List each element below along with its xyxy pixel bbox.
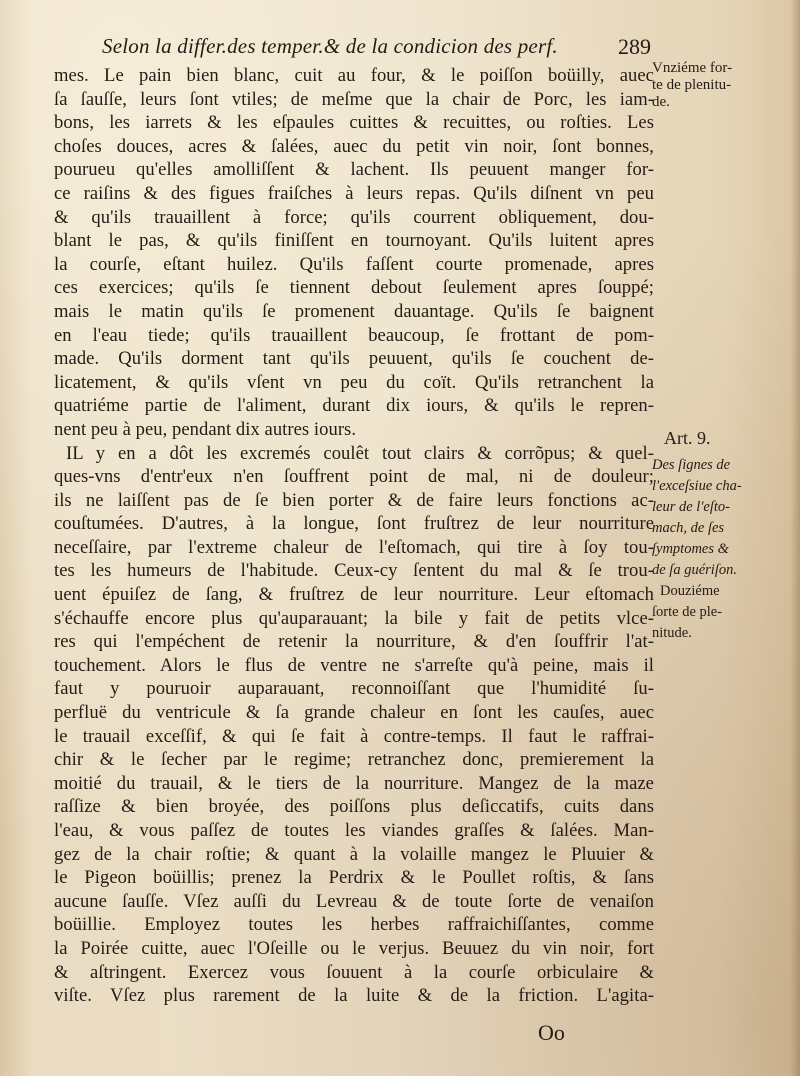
margin-note-article-9 <box>652 428 770 644</box>
margin-note-plenitude-11 <box>652 60 770 111</box>
catchword: Oo <box>538 1020 565 1045</box>
text-line: ils ne laiſſent pas de ſe bien porter & de faire leurs fonctions ac- <box>54 489 654 511</box>
text-line: le Pigeon boüillis; prenez la Perdrix & le Poullet roſtis, & ſans <box>54 867 654 889</box>
margin-note-line: de ſa guériſon. <box>652 562 737 578</box>
margin-note-line: te de plenitu- <box>652 77 732 93</box>
text-line: made. Qu'ils dorment tant qu'ils peuuent, qu'ils ſe couchent de- <box>54 348 654 370</box>
margin-note-line: de. <box>652 94 670 110</box>
text-line: blant le pas, & qu'ils finiſſent en tournoyant. Qu'ils luitent apres <box>54 230 654 252</box>
text-line: viſte. Vſez plus rarement de la luite & de la friction. L'agita- <box>54 985 654 1007</box>
margin-note-line: ſymptomes & <box>652 541 729 557</box>
article-number: Art. 9. <box>664 428 711 448</box>
text-line: bons, les iarrets & les eſpaules cuittes & recuittes, ou roſties. Les <box>54 112 654 134</box>
text-line: la courſe, eſtant huilez. Qu'ils faſſent courte promenade, apres <box>54 253 654 275</box>
text-line: raſſize & bien broyée, des poiſſons plus deſiccatifs, cuits dans <box>54 796 654 818</box>
text-line: aucune ſauſſe. Vſez auſſi du Levreau & de toute ſorte de venaiſon <box>54 890 654 912</box>
text-line: l'eau, & vous paſſez de toutes les viandes graſſes & ſalées. Man- <box>54 820 654 841</box>
text-line: nent peu à peu, pendant dix autres iours. <box>54 418 357 440</box>
text-line: & qu'ils trauaillent à force; qu'ils courrent obliquement, dou- <box>54 206 654 228</box>
text-line: couſtumées. D'autres, à la longue, ſont fruſtrez de leur nourriture <box>54 513 654 535</box>
text-line: boüillie. Employez toutes les herbes raffraichiſſantes, comme <box>54 914 654 936</box>
margin-note-line: l'exceſsiue cha- <box>652 478 742 494</box>
margin-note-line: mach, de ſes <box>652 520 725 536</box>
text-line: perfluë du ventricule & ſa grande chaleur en ſont les cauſes, auec <box>54 702 654 724</box>
text-line: ſa ſauſſe, leurs ſont vtiles; de meſme que la chair de Porc, les iam- <box>54 88 654 110</box>
text-line: IL y en a dôt les excremés coulêt tout clairs & corrõpus; & quel- <box>66 442 654 464</box>
text-line: neceſſaire, par l'extreme chaleur de l'eſtomach, qui tire à ſoy tou- <box>54 536 654 558</box>
margin-note-line: ſorte de ple- <box>652 604 723 620</box>
running-title: Selon la differ.des temper.& de la condicion des perf. <box>102 34 558 58</box>
text-line: choſes douces, acres & ſalées, auec du petit vin noir, ſont bonnes, <box>54 135 654 157</box>
text-line: res qui l'empéchent de retenir la nourriture, & d'en ſouffrir l'at- <box>54 631 654 653</box>
text-line: licatement, & qu'ils vſent vn peu du coït. Qu'ils retranchent la <box>54 371 654 393</box>
text-line: s'échauffe encore plus qu'auparauant; la bile y fait de petits vlce- <box>54 607 654 629</box>
text-line: le trauail exceſſif, & qui ſe fait à contre-temps. Il faut le raffrai- <box>54 725 654 747</box>
text-line: gez de la chair roſtie; & quant à la volaille mangez le Pluuier & <box>54 843 654 865</box>
text-line: chir & le ſecher par le regime; retranchez donc, premierement la <box>54 749 654 771</box>
page-number: 289 <box>618 34 651 59</box>
text-line: & aſtringent. Exercez vous ſouuent à la courſe orbiculaire & <box>54 961 654 983</box>
text-line: touchement. Alors le flus de ventre ne s'arreſte qu'à peine, mais il <box>54 654 654 676</box>
page-edge-shadow <box>790 0 800 1076</box>
text-line: quatriéme partie de l'aliment, durant dix iours, & qu'ils le repren- <box>54 395 654 417</box>
text-line: ces exercices; qu'ils ſe tiennent debout ſeulement apres ſouppé; <box>54 277 654 299</box>
text-line: mais le matin qu'ils ſe promenent dauantage. Qu'ils ſe baignent <box>54 300 654 322</box>
margin-note-line: leur de l'eſto- <box>652 499 730 515</box>
margin-note-line: Douziéme <box>660 583 720 599</box>
text-line: moitié du trauail, & le tiers de la nourriture. Mangez de la maze <box>54 772 654 794</box>
main-text-block <box>54 64 654 1008</box>
text-line: ce raiſins & des figues fraiſches à leurs repas. Qu'ils diſnent vn peu <box>54 182 654 204</box>
text-line: en l'eau tiede; qu'ils trauaillent beaucoup, ſe frottant de pom- <box>54 324 654 346</box>
text-line: mes. Le pain bien blanc, cuit au four, & le poiſſon boüilly, auec <box>54 65 654 86</box>
margin-note-line: Des ſignes de <box>652 457 731 473</box>
text-line: la Poirée cuitte, auec l'Oſeille ou le verjus. Beuuez du vin noir, fort <box>54 937 654 959</box>
margin-note-line: nitude. <box>652 625 692 641</box>
text-line: tes les humeurs de l'habitude. Ceux-cy ſentent du mal & ſe trou- <box>54 560 654 582</box>
text-line: uent épuiſez de ſang, & fruſtrez de leur nourriture. Leur eſtomach <box>54 584 654 606</box>
text-line: faut y pouruoir auparauant, reconnoiſſant que l'humidité ſu- <box>54 678 654 700</box>
text-line: ques-vns d'entr'eux n'en ſouffrent point de mal, ni de douleur; <box>54 466 654 488</box>
margin-note-line: Vnziéme for- <box>652 60 733 76</box>
text-line: pourueu qu'elles amolliſſent & lachent. Ils peuuent manger for- <box>54 159 654 181</box>
